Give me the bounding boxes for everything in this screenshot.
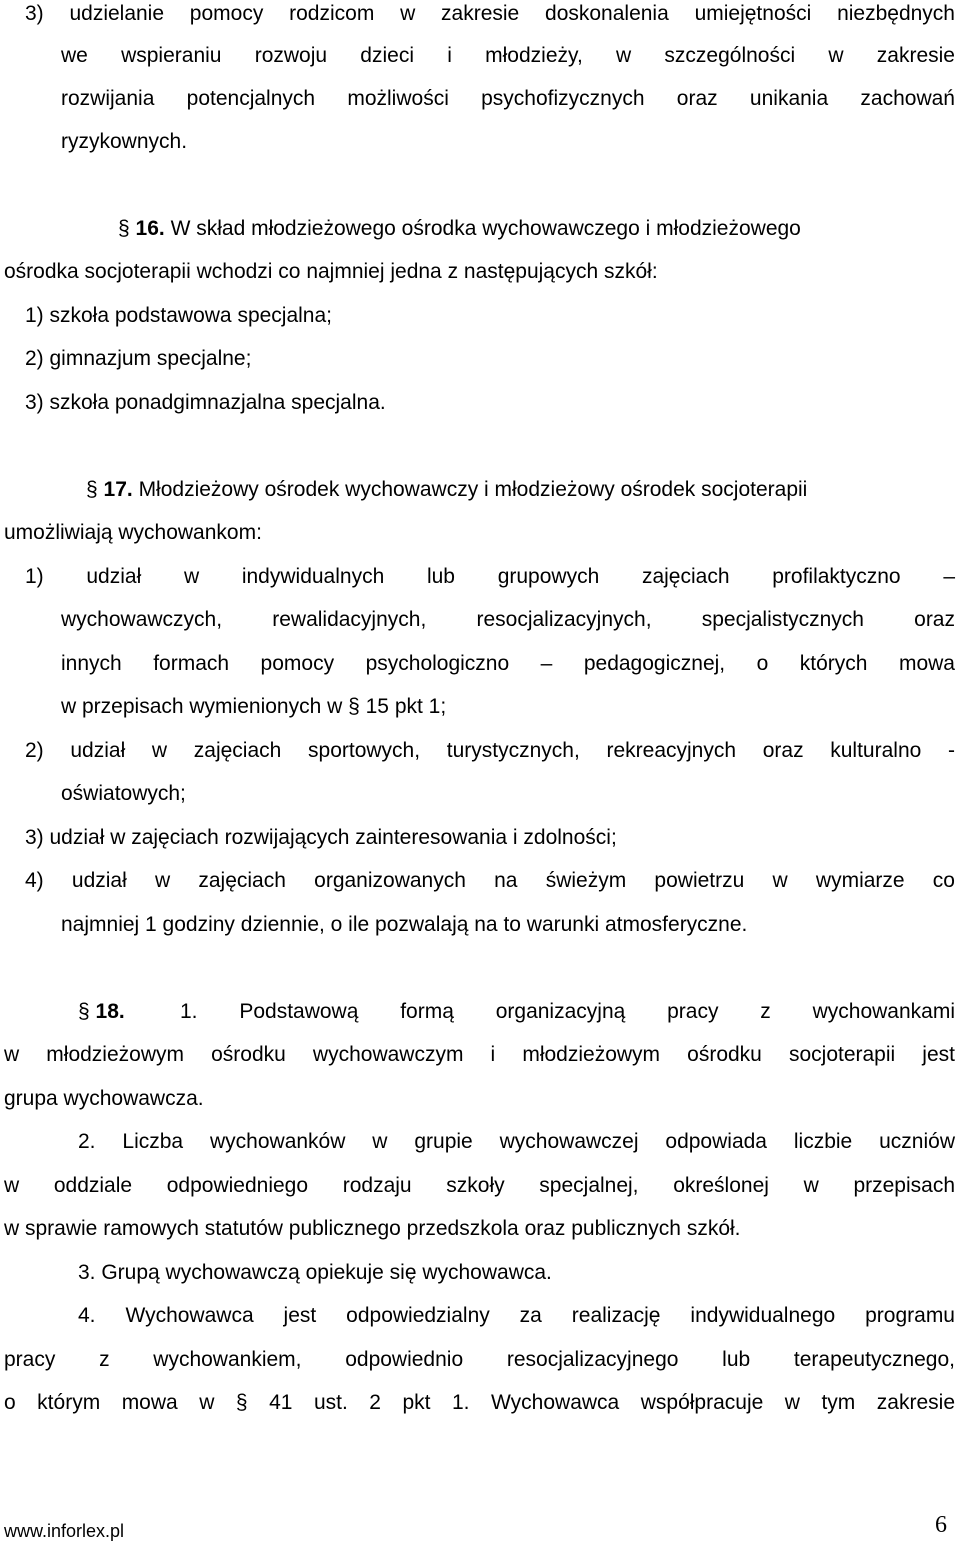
text-line: 4. Wychowawca jest odpowiedzialny za realizację indywidualnego programu bbox=[78, 1304, 955, 1327]
list-item: 1) udział w indywidualnych lub grupowych zajęciach profilaktyczno – bbox=[25, 565, 955, 588]
section-sign: § bbox=[86, 478, 98, 501]
list-item: 3) szkoła ponadgimnazjalna specjalna. bbox=[25, 391, 386, 414]
section-heading-18: § 18. 1. Podstawową formą organizacyjną pracy z wychowankami bbox=[78, 1000, 955, 1023]
list-item: 1) szkoła podstawowa specjalna; bbox=[25, 304, 333, 327]
section-heading-17: § 17. Młodzieżowy ośrodek wychowawczy i młodzieżowy ośrodek socjoterapii bbox=[86, 478, 808, 501]
text-line: w przepisach wymienionych w § 15 pkt 1; bbox=[61, 695, 447, 718]
text-line: najmniej 1 godziny dziennie, o ile pozwalają na to warunki atmosferyczne. bbox=[61, 913, 748, 936]
text-line: umożliwiają wychowankom: bbox=[4, 521, 262, 544]
section-sign: § bbox=[78, 1000, 90, 1023]
section-number: 17. bbox=[103, 478, 133, 501]
section-sign: § bbox=[118, 217, 130, 240]
text-line: oświatowych; bbox=[61, 782, 186, 805]
section-number: 18. bbox=[95, 1000, 125, 1023]
text-line: we wspieraniu rozwoju dzieci i młodzieży, w szczególności w zakresie bbox=[61, 44, 955, 67]
text-line: rozwijania potencjalnych możliwości psychofizycznych oraz unikania zachowań bbox=[61, 87, 955, 110]
footer-url: www.inforlex.pl bbox=[4, 1521, 125, 1541]
list-item: 4) udział w zajęciach organizowanych na świeżym powietrzu w wymiarze co bbox=[25, 869, 955, 892]
section-number: 16. bbox=[135, 217, 165, 240]
text-line: 3. Grupą wychowawczą opiekuje się wychowawca. bbox=[78, 1261, 552, 1284]
text-line: w młodzieżowym ośrodku wychowawczym i młodzieżowym ośrodku socjoterapii jest bbox=[4, 1043, 955, 1066]
list-item: 2) gimnazjum specjalne; bbox=[25, 347, 252, 370]
text-line: wychowawczych, rewalidacyjnych, resocjalizacyjnych, specjalistycznych oraz bbox=[61, 608, 955, 631]
text-line: grupa wychowawcza. bbox=[4, 1087, 204, 1110]
text-line: o którym mowa w § 41 ust. 2 pkt 1. Wychowawca współpracuje w tym zakresie bbox=[4, 1391, 955, 1414]
text-line: ośrodka socjoterapii wchodzi co najmniej jedna z następujących szkół: bbox=[4, 260, 658, 283]
section-heading-16: § 16. W skład młodzieżowego ośrodka wychowawczego i młodzieżowego bbox=[118, 217, 801, 240]
text-line: 2. Liczba wychowanków w grupie wychowawczej odpowiada liczbie uczniów bbox=[78, 1130, 955, 1153]
text-line: ryzykownych. bbox=[61, 130, 188, 153]
text-line: w oddziale odpowiedniego rodzaju szkoły specjalnej, określonej w przepisach bbox=[4, 1174, 955, 1197]
text-line: w sprawie ramowych statutów publicznego przedszkola oraz publicznych szkół. bbox=[4, 1217, 741, 1240]
text-line: pracy z wychowankiem, odpowiednio resocjalizacyjnego lub terapeutycznego, bbox=[4, 1348, 955, 1371]
text-line: 3) udzielanie pomocy rodzicom w zakresie doskonalenia umiejętności niezbędnych bbox=[25, 2, 955, 25]
list-item: 3) udział w zajęciach rozwijających zainteresowania i zdolności; bbox=[25, 826, 617, 849]
page-number: 6 bbox=[935, 1512, 947, 1538]
list-item: 2) udział w zajęciach sportowych, turystycznych, rekreacyjnych oraz kulturalno - bbox=[25, 739, 955, 762]
text-line: innych formach pomocy psychologiczno – pedagogicznej, o których mowa bbox=[61, 652, 955, 675]
